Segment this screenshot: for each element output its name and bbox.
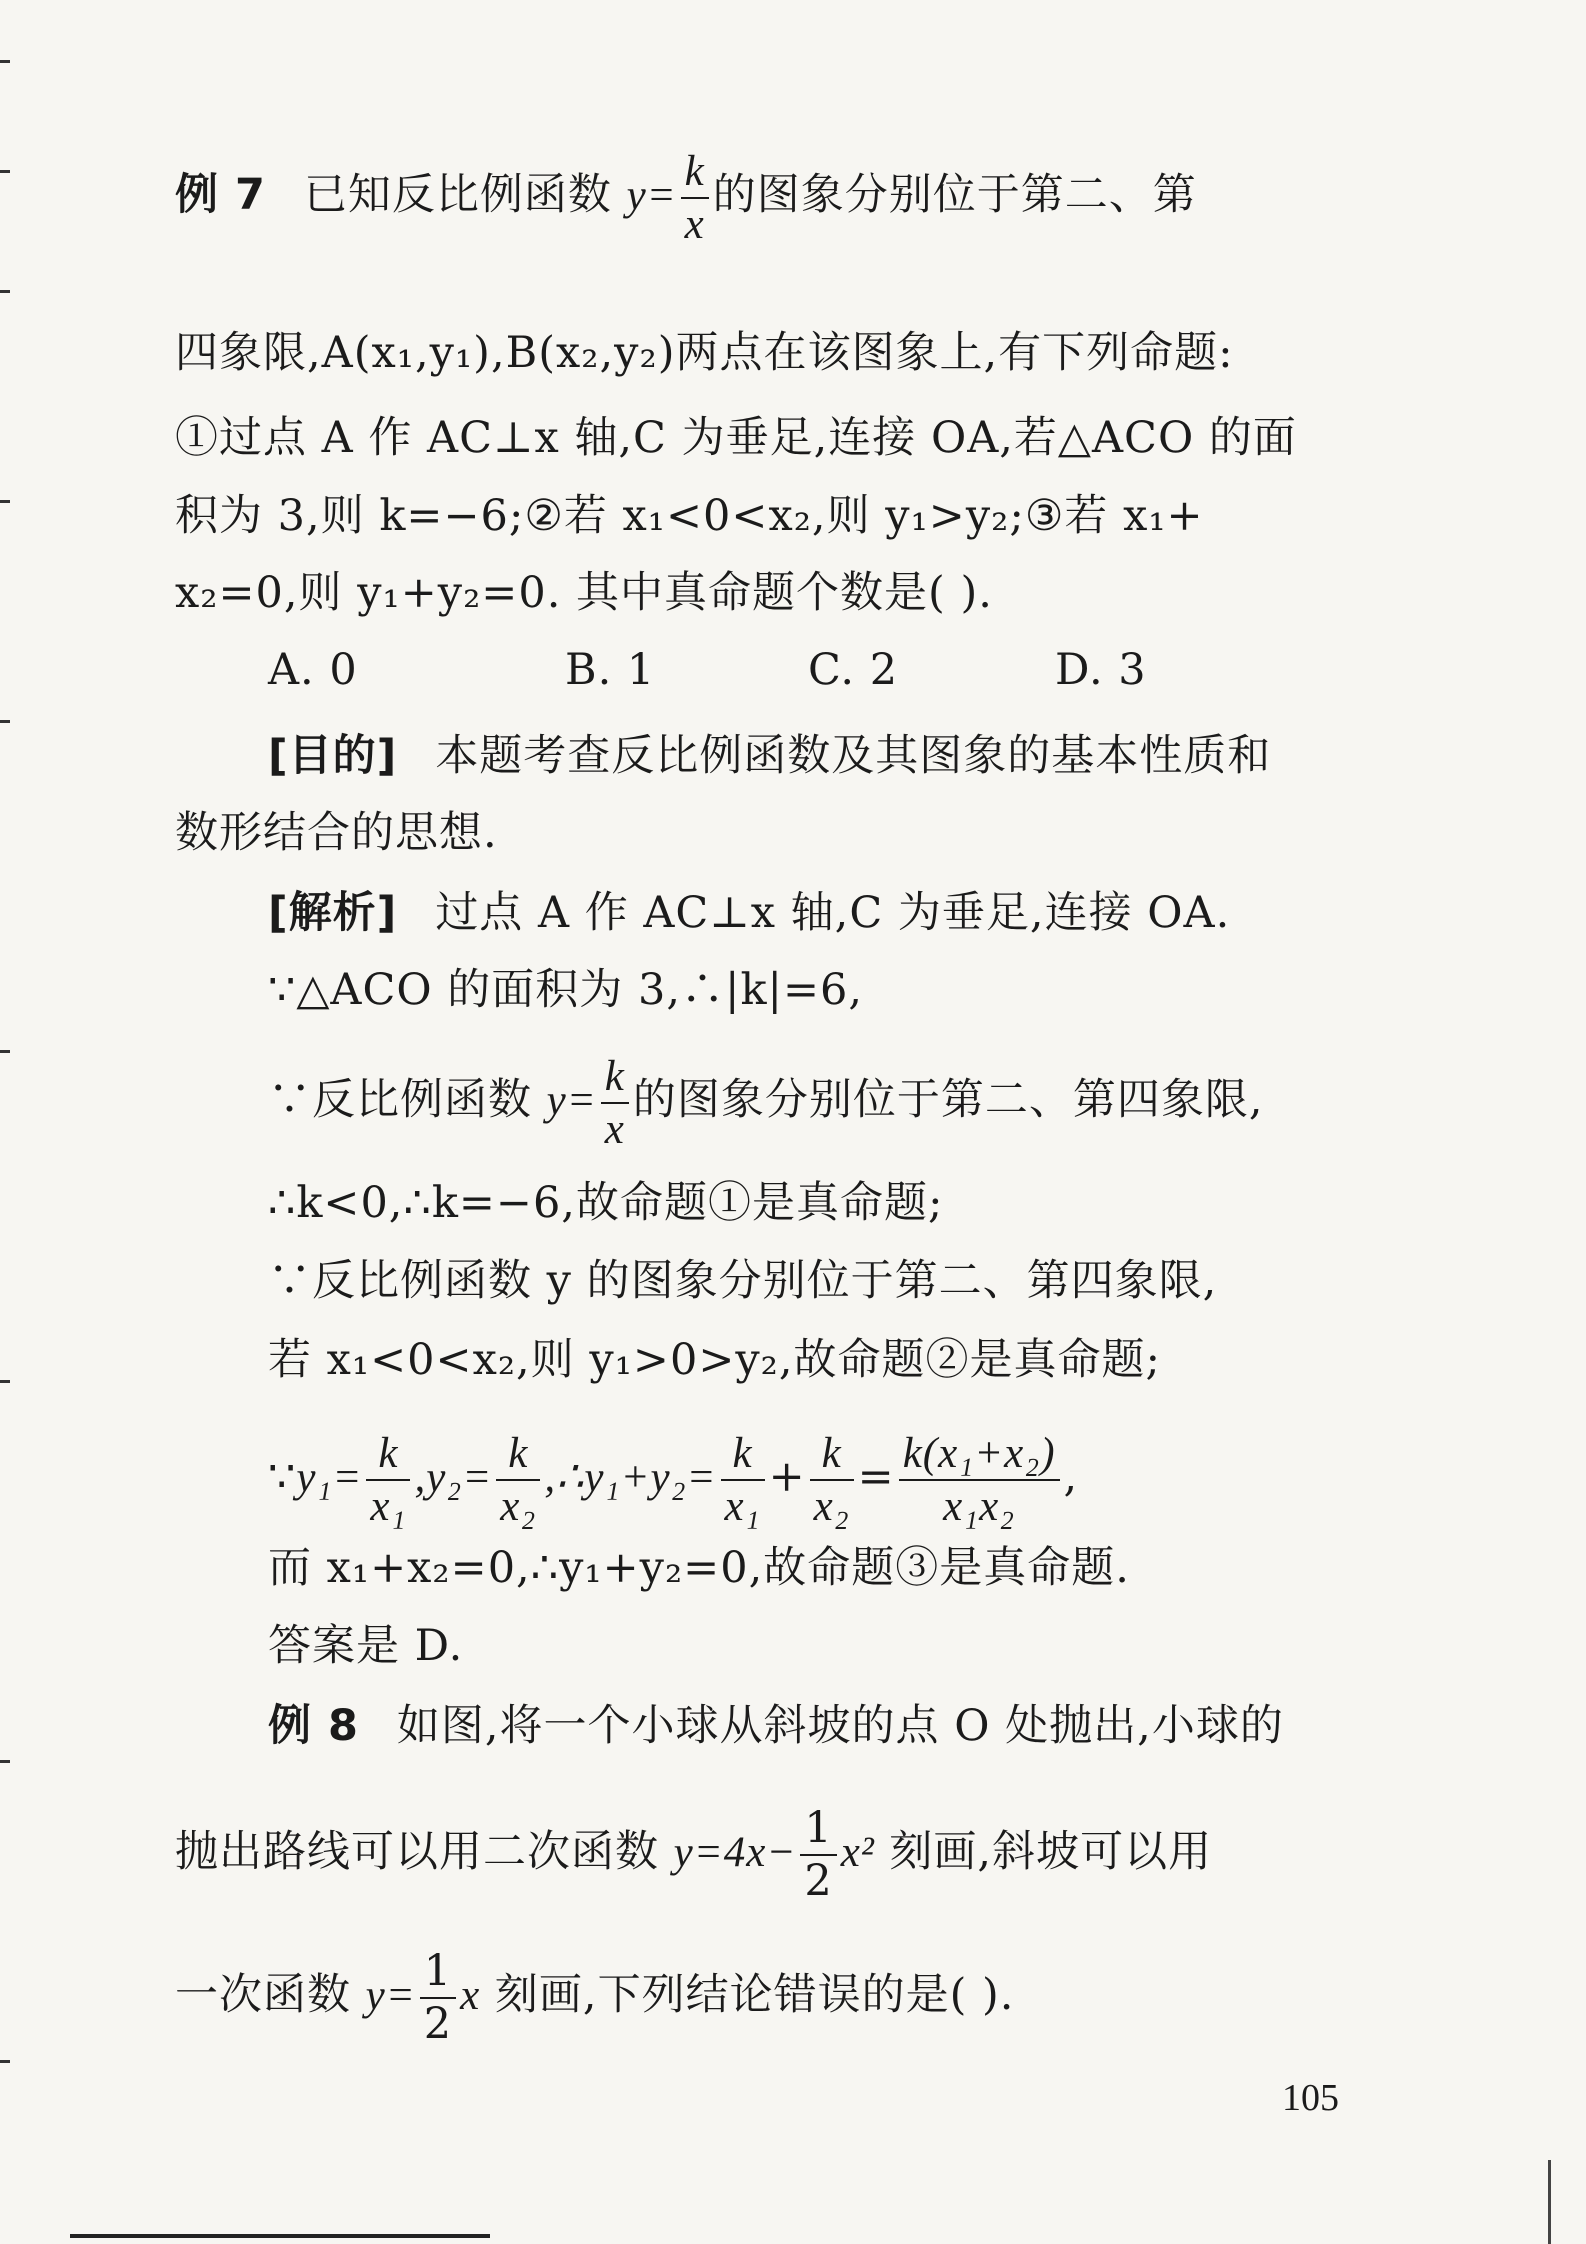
margin-mark [0,2060,10,2063]
fraction-k-over-x2 [496,1432,540,1528]
analysis-answer: 答案是 D. [268,1621,464,1671]
analysis-y-eq: y= [546,1077,597,1124]
fraction-numerator: k(x₁+x₂) [899,1432,1060,1481]
margin-mark [0,1380,10,1383]
ex8-text-2d: 刻画,斜坡可以用 [889,1827,1213,1877]
ex7-line-3: ①过点 A 作 AC⊥x 轴,C 为垂足,连接 OA,若△ACO 的面 [175,413,1297,463]
analysis-line-5: ∵反比例函数 y 的图象分别位于第二、第四象限, [268,1256,1218,1306]
ex8-text-3d: 刻画,下列结论错误的是( ). [494,1970,1015,2020]
ex8-x: x [460,1972,481,2019]
fraction-k-over-x1-b [721,1432,765,1528]
option-a: A. 0 [268,645,358,695]
ex7-fraction-k-over-x [681,150,709,246]
because-symbol: ∵ [268,1452,297,1502]
purpose-text: 本题考查反比例函数及其图象的基本性质和 [435,731,1272,781]
ex8-x-squared: x² [840,1829,875,1876]
fraction-denominator: x₂ [813,1483,850,1530]
edge-rule [1548,2160,1551,2244]
option-c: C. 2 [808,645,899,695]
purpose-line-1 [268,728,1488,784]
margin-mark [0,1050,10,1053]
ex7-label: 例 7 [175,170,266,220]
ex7-line-2: 四象限,A(x₁,y₁),B(x₂,y₂)两点在该图象上,有下列命题: [175,328,1234,378]
ex7-text-1: 已知反比例函数 [303,170,612,220]
fraction-denominator: x [604,1106,625,1153]
ex8-fraction-one-half [800,1803,836,1906]
page-number: 105 [1282,2077,1339,2119]
fraction-numerator: k [601,1055,629,1104]
fraction-numerator: k [496,1432,540,1481]
analysis-label: [解析] [268,888,398,938]
analysis-line-3 [268,1055,1488,1151]
option-d: D. 3 [1055,645,1147,695]
ex8-text-1: 如图,将一个小球从斜坡的点 O 处抛出,小球的 [396,1701,1284,1751]
fraction-denominator: 2 [804,1856,833,1906]
ex7-y-eq: y= [626,172,677,219]
ex8-text-3a: 一次函数 [175,1970,351,2020]
ex8-fraction-one-half-b [420,1946,456,2049]
analysis-text-1: 过点 A 作 AC⊥x 轴,C 为垂足,连接 OA. [435,888,1231,938]
fraction-k-over-x1 [366,1432,410,1528]
ex8-text-2a: 抛出路线可以用二次函数 [175,1827,659,1877]
analysis-line-1 [268,885,1488,941]
fraction-k-over-x2-b [810,1432,854,1528]
fraction-numerator: k [681,150,709,199]
analysis-fraction-k-over-x [601,1055,629,1151]
fraction-denominator: x₁ [724,1483,761,1530]
margin-mark [0,1760,10,1763]
trailing-comma: , [1063,1452,1079,1502]
fraction-denominator: x₂ [500,1483,537,1530]
ex8-linear-lhs: y= [365,1972,416,2019]
analysis-line-4: ∴k<0,∴k=−6,故命题①是真命题; [268,1178,944,1228]
ex8-line-1 [268,1698,1488,1754]
margin-mark [0,290,10,293]
analysis-text-3a: ∵反比例函数 [268,1075,532,1125]
margin-mark [0,60,10,63]
fraction-numerator: 1 [800,1807,836,1856]
plus-sign: + [768,1452,806,1502]
option-b: B. 1 [565,645,656,695]
fraction-denominator: x₁ [370,1483,407,1530]
margin-mark [0,720,10,723]
y1-eq: y₁= [296,1454,363,1501]
y2-eq: ,y₂= [414,1454,493,1501]
fraction-denominator: x₁x₂ [943,1483,1016,1530]
fraction-numerator: k [721,1432,765,1481]
analysis-line-7 [268,1432,1488,1528]
ex8-line-2 [175,1803,1395,1906]
bottom-rule [70,2234,490,2238]
purpose-label: [目的] [268,731,398,781]
ex7-line-1 [175,150,1395,246]
fraction-numerator: k [810,1432,854,1481]
sum-eq: ,∴y₁+y₂= [544,1454,717,1501]
ex7-text-1b: 的图象分别位于第二、第 [712,170,1197,220]
ex8-line-3 [175,1946,1395,2049]
analysis-text-3b: 的图象分别位于第二、第四象限, [632,1075,1264,1125]
margin-mark [0,170,10,173]
ex8-label: 例 8 [268,1701,359,1751]
fraction-numerator: k [366,1432,410,1481]
analysis-line-2: ∵△ACO 的面积为 3,∴|k|=6, [268,965,864,1015]
analysis-line-6: 若 x₁<0<x₂,则 y₁>0>y₂,故命题②是真命题; [268,1335,1162,1385]
purpose-line-2: 数形结合的思想. [175,808,498,858]
fraction-denominator: x [684,201,705,248]
fraction-denominator: 2 [423,1999,453,2049]
ex8-quadratic-lhs: y=4x− [673,1829,797,1876]
fraction-combined [899,1432,1060,1528]
fraction-numerator: 1 [420,1950,456,1999]
margin-mark [0,500,10,503]
ex7-line-5: x₂=0,则 y₁+y₂=0. 其中真命题个数是( ). [175,568,993,618]
ex7-line-4: 积为 3,则 k=−6;②若 x₁<0<x₂,则 y₁>y₂;③若 x₁+ [175,491,1204,541]
equals-sign: = [857,1452,895,1502]
analysis-line-8: 而 x₁+x₂=0,∴y₁+y₂=0,故命题③是真命题. [268,1543,1130,1593]
